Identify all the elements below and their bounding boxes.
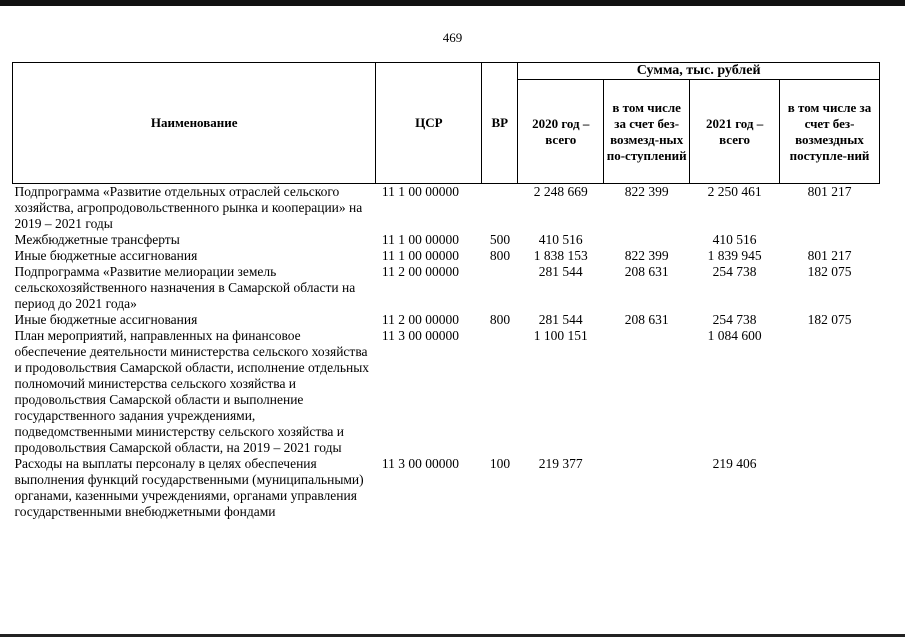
header-2020-total: 2020 год – всего xyxy=(518,80,604,184)
row-2020-grants: 822 399 xyxy=(624,184,669,199)
row-2020-grants xyxy=(604,456,690,520)
row-2021-total: 1 839 945 xyxy=(707,248,762,263)
row-name: Расходы на выплаты персоналу в целях обеспечения выполнения функций государственными (муниципальными) органами, казенными учреждениями, органами управления государственными внебюджетными фондами xyxy=(14,456,364,519)
header-2021-total: 2021 год – всего xyxy=(690,80,780,184)
row-name: План мероприятий, направленных на финансовое обеспечение деятельности министерства сельского хозяйства и продовольствия Самарской области, исполнение отдельных полномочий министерства сельского хозяйства и продовольствия Самарской области и выполнение государственного задания учреждениями, подведомственными министерству сельского хозяйства и продовольствия Самарской области, на 2019 – 2021 годы xyxy=(14,328,370,455)
row-vr xyxy=(482,264,518,312)
row-name: Иные бюджетные ассигнования xyxy=(14,312,198,327)
row-csr: 11 1 00 00000 xyxy=(381,232,459,247)
header-sum-group: Сумма, тыс. рублей xyxy=(518,63,880,80)
row-2021-total: 1 084 600 xyxy=(707,328,762,343)
row-2021-grants: 182 075 xyxy=(807,264,852,279)
row-vr: 100 xyxy=(489,456,511,471)
table-header xyxy=(13,63,880,184)
row-2020-total: 2 248 669 xyxy=(533,184,588,199)
header-2020-grants: в том числе за счет без-возмезд-ных по-ступлений xyxy=(604,80,690,184)
table-body xyxy=(13,184,880,521)
row-name: Подпрограмма «Развитие отдельных отраслей сельского хозяйства, агропродовольственного рынка и кооперации» на 2019 – 2021 годы xyxy=(14,184,363,231)
row-vr: 500 xyxy=(489,232,511,247)
row-vr xyxy=(482,184,518,233)
row-2020-total: 281 544 xyxy=(538,264,583,279)
table-row xyxy=(13,312,880,328)
row-2021-grants xyxy=(780,232,880,248)
row-2021-total: 254 738 xyxy=(712,264,757,279)
row-2021-grants xyxy=(780,328,880,456)
table-row xyxy=(13,456,880,520)
row-2020-grants: 208 631 xyxy=(624,312,669,327)
row-name: Подпрограмма «Развитие мелиорации земель сельскохозяйственного назначения в Самарской области на период до 2021 года» xyxy=(14,264,356,311)
row-2021-grants: 801 217 xyxy=(807,248,852,263)
page-number: 469 xyxy=(442,30,463,45)
row-2020-grants xyxy=(604,328,690,456)
row-csr: 11 3 00 00000 xyxy=(381,328,459,343)
row-csr: 11 2 00 00000 xyxy=(381,312,459,327)
table-row xyxy=(13,264,880,312)
row-2021-total: 219 406 xyxy=(712,456,757,471)
row-csr: 11 3 00 00000 xyxy=(381,456,459,471)
top-rule xyxy=(0,0,905,6)
row-2021-grants: 182 075 xyxy=(807,312,852,327)
row-2021-total: 2 250 461 xyxy=(707,184,762,199)
row-csr: 11 1 00 00000 xyxy=(381,248,459,263)
row-csr: 11 1 00 00000 xyxy=(381,184,459,199)
row-2020-grants xyxy=(604,232,690,248)
table-row xyxy=(13,248,880,264)
row-vr: 800 xyxy=(489,248,511,263)
row-2020-total: 1 838 153 xyxy=(533,248,588,263)
table-row xyxy=(13,232,880,248)
row-2020-grants: 208 631 xyxy=(624,264,669,279)
row-name: Межбюджетные трансферты xyxy=(14,232,180,247)
header-name: Наименование xyxy=(13,63,376,184)
row-2021-total: 254 738 xyxy=(712,312,757,327)
row-2021-grants: 801 217 xyxy=(807,184,852,199)
row-2020-total: 219 377 xyxy=(538,456,583,471)
table-row xyxy=(13,328,880,456)
header-vr: ВР xyxy=(482,63,518,184)
header-2021-grants: в том числе за счет без-возмездных поступле-ний xyxy=(780,80,880,184)
row-name: Иные бюджетные ассигнования xyxy=(14,248,198,263)
row-2021-grants xyxy=(780,456,880,520)
bottom-rule xyxy=(0,634,905,637)
row-2021-total: 410 516 xyxy=(712,232,757,247)
budget-table xyxy=(12,62,880,520)
row-2020-total: 1 100 151 xyxy=(533,328,588,343)
header-csr: ЦСР xyxy=(376,63,482,184)
row-2020-total: 410 516 xyxy=(538,232,583,247)
row-vr xyxy=(482,328,518,456)
row-vr: 800 xyxy=(489,312,511,327)
table-row xyxy=(13,184,880,233)
row-2020-grants: 822 399 xyxy=(624,248,669,263)
row-csr: 11 2 00 00000 xyxy=(381,264,459,279)
row-2020-total: 281 544 xyxy=(538,312,583,327)
